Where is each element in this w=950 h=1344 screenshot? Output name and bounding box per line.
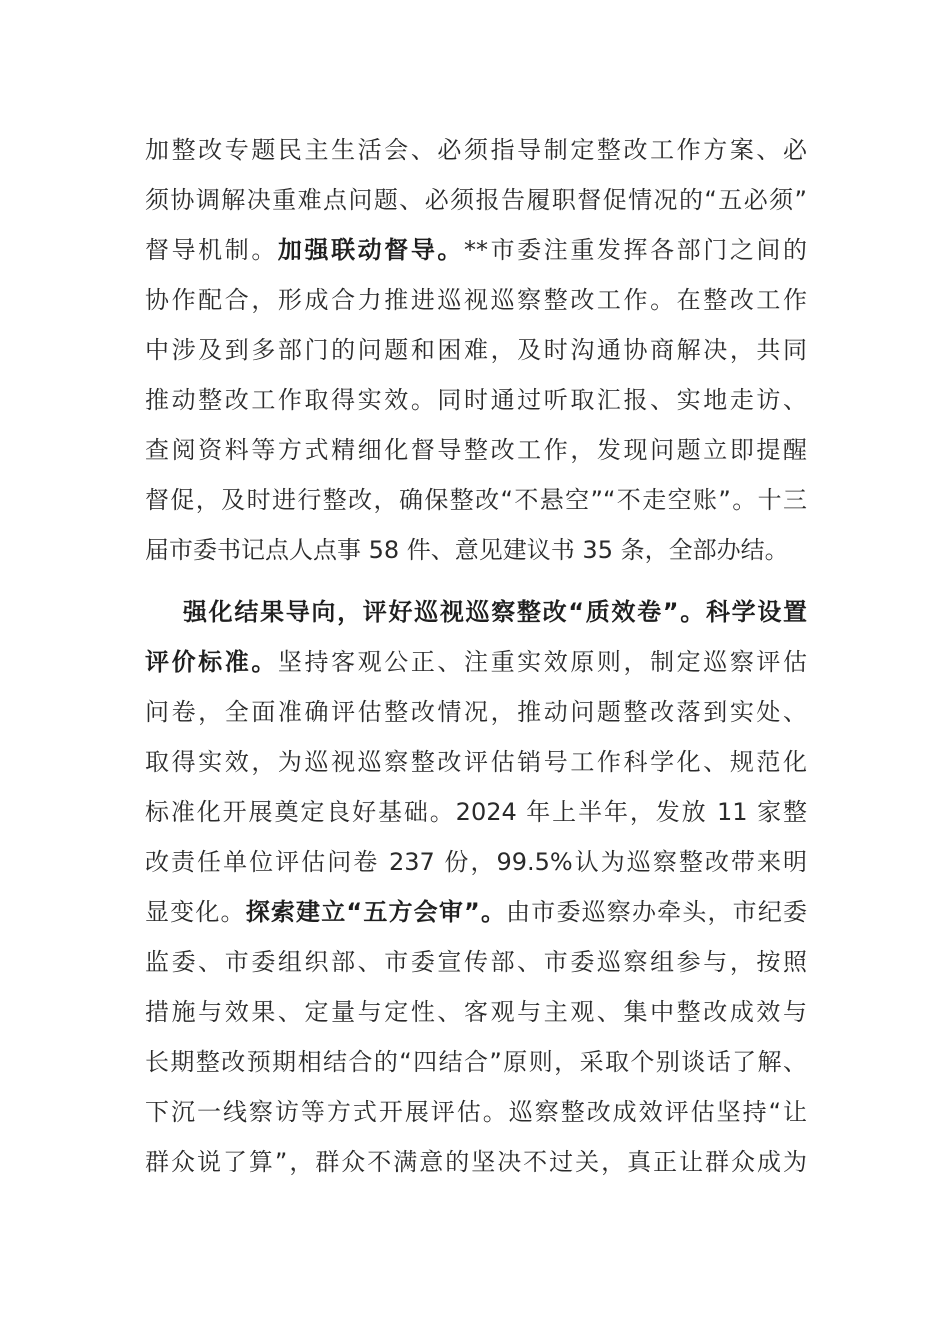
text-line [145, 225, 807, 275]
text-line: 须协调解决重难点问题、必须报告履职督促情况的“五必须” [145, 186, 807, 214]
text-line: 加整改专题民主生活会、必须指导制定整改工作方案、必 [145, 136, 807, 164]
document-page [145, 125, 807, 1187]
paragraph-2 [145, 587, 807, 1187]
text-line: 问卷，全面准确评估整改情况，推动问题整改落到实处、 [145, 698, 807, 726]
paragraph-1 [145, 125, 807, 575]
text-line: 标准化开展奠定良好基础。2024 年上半年，发放 11 家整 [145, 798, 807, 826]
text-line: 监委、市委组织部、市委宣传部、市委巡察组参与，按照 [145, 948, 807, 976]
text-run: 显变化。 [145, 898, 246, 926]
text-line: 推动整改工作取得实效。同时通过听取汇报、实地走访、 [145, 386, 807, 414]
text-line: 中涉及到多部门的问题和困难，及时沟通协商解决，共同 [145, 336, 807, 364]
bold-heading-run: 强化结果导向，评好巡视巡察整改“质效卷”。科学设置 [183, 598, 807, 626]
text-line [145, 887, 807, 937]
text-run: **市委注重发挥各部门之间的 [464, 236, 807, 264]
paragraph-spacer [145, 575, 807, 587]
bold-heading-run: 探索建立“五方会审”。 [245, 898, 507, 926]
text-line: 督促，及时进行整改，确保整改“不悬空”“不走空账”。十三 [145, 486, 807, 514]
text-line [145, 637, 807, 687]
text-line: 届市委书记点人点事 58 件、意见建议书 35 条，全部办结。 [145, 536, 789, 564]
text-run: 由市委巡察办牵头，市纪委 [506, 898, 807, 926]
text-line: 查阅资料等方式精细化督导整改工作，发现问题立即提醒 [145, 436, 807, 464]
bold-heading-run: 评价标准。 [145, 648, 278, 676]
text-line: 取得实效，为巡视巡察整改评估销号工作科学化、规范化 [145, 748, 807, 776]
bold-heading-run: 加强联动督导。 [277, 236, 465, 264]
text-line: 长期整改预期相结合的“四结合”原则，采取个别谈话了解、 [145, 1048, 807, 1076]
text-run: 坚持客观公正、注重实效原则，制定巡察评估 [277, 648, 807, 676]
text-line: 群众说了算”，群众不满意的坚决不过关，真正让群众成为 [145, 1148, 807, 1176]
text-line: 改责任单位评估问卷 237 份，99.5%认为巡察整改带来明 [145, 848, 807, 876]
text-line [145, 587, 807, 637]
text-run: 督导机制。 [145, 236, 278, 264]
text-line: 下沉一线察访等方式开展评估。巡察整改成效评估坚持“让 [145, 1098, 807, 1126]
text-line: 措施与效果、定量与定性、客观与主观、集中整改成效与 [145, 998, 807, 1026]
text-line: 协作配合，形成合力推进巡视巡察整改工作。在整改工作 [145, 286, 807, 314]
